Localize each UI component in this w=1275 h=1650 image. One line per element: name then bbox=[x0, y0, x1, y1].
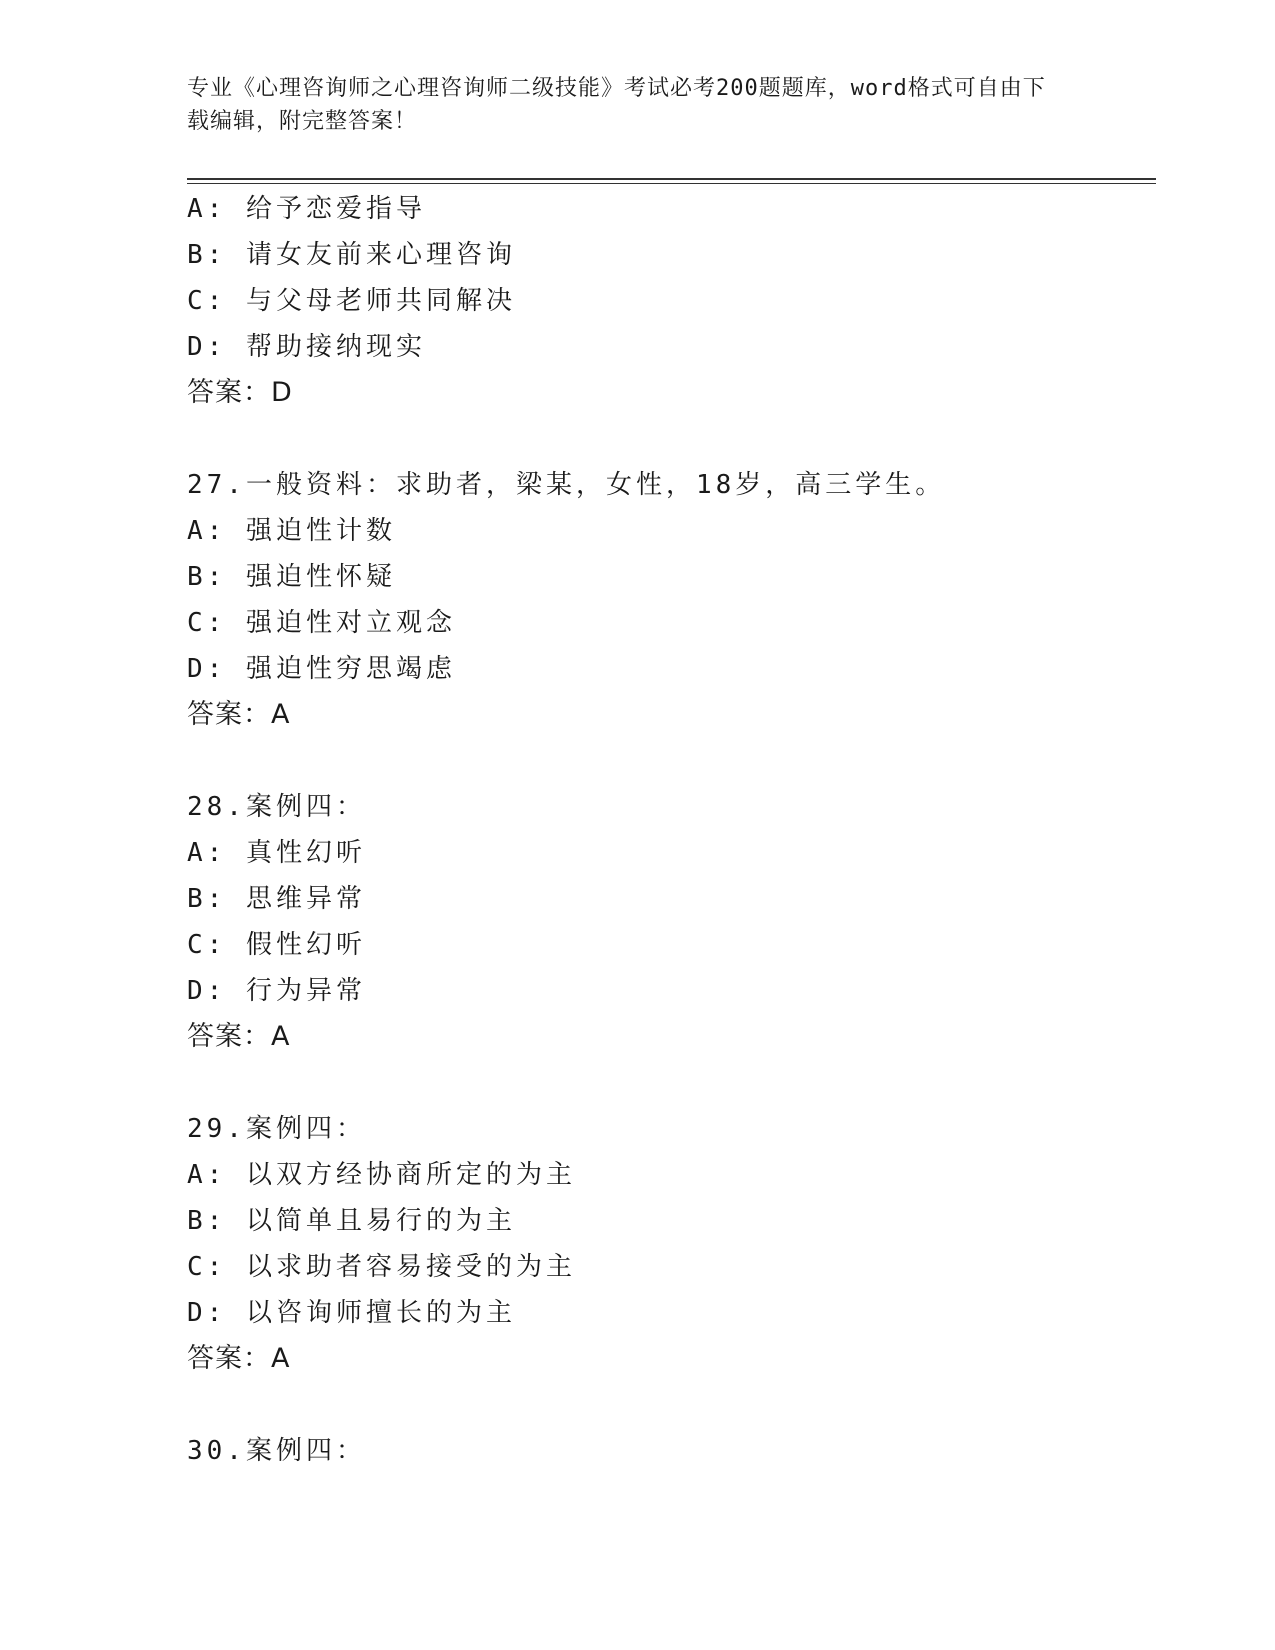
answer-line: 答案：A bbox=[187, 699, 291, 730]
question-block-28 bbox=[187, 784, 1156, 1060]
question-block-26 bbox=[187, 186, 1156, 416]
spacer bbox=[187, 1060, 1156, 1106]
question-block-29 bbox=[187, 1106, 1156, 1382]
answer-line: 答案：A bbox=[187, 1021, 291, 1052]
option-c: C: 以求助者容易接受的为主 bbox=[187, 1252, 576, 1282]
spacer bbox=[187, 738, 1156, 784]
option-d: D: 强迫性穷思竭虑 bbox=[187, 654, 456, 684]
option-c: C: 假性幻听 bbox=[187, 930, 366, 960]
option-b: B: 思维异常 bbox=[187, 884, 366, 914]
spacer bbox=[187, 416, 1156, 462]
question-stem: 28.案例四： bbox=[187, 792, 366, 822]
option-a: A: 强迫性计数 bbox=[187, 516, 396, 546]
question-list bbox=[187, 186, 1156, 1474]
option-a: A: 真性幻听 bbox=[187, 838, 366, 868]
document-header: 专业《心理咨询师之心理咨询师二级技能》考试必考200题题库，word格式可自由下载编辑，附完整答案！ bbox=[187, 76, 1046, 134]
header-divider bbox=[187, 178, 1156, 184]
option-c: C: 与父母老师共同解决 bbox=[187, 286, 516, 316]
option-a: A: 以双方经协商所定的为主 bbox=[187, 1160, 576, 1190]
option-a: A: 给予恋爱指导 bbox=[187, 194, 426, 224]
option-d: D: 行为异常 bbox=[187, 976, 366, 1006]
option-d: D: 帮助接纳现实 bbox=[187, 332, 426, 362]
question-block-27 bbox=[187, 462, 1156, 738]
answer-line: 答案：A bbox=[187, 1343, 291, 1374]
question-stem: 27.一般资料：求助者，梁某，女性，18岁，高三学生。 bbox=[187, 470, 946, 500]
option-d: D: 以咨询师擅长的为主 bbox=[187, 1298, 516, 1328]
option-b: B: 强迫性怀疑 bbox=[187, 562, 396, 592]
option-b: B: 请女友前来心理咨询 bbox=[187, 240, 516, 270]
question-stem: 29.案例四： bbox=[187, 1114, 366, 1144]
option-c: C: 强迫性对立观念 bbox=[187, 608, 456, 638]
spacer bbox=[187, 1382, 1156, 1428]
option-b: B: 以简单且易行的为主 bbox=[187, 1206, 516, 1236]
question-block-30 bbox=[187, 1428, 1156, 1474]
question-stem: 30.案例四： bbox=[187, 1436, 366, 1466]
answer-line: 答案：D bbox=[187, 377, 293, 408]
